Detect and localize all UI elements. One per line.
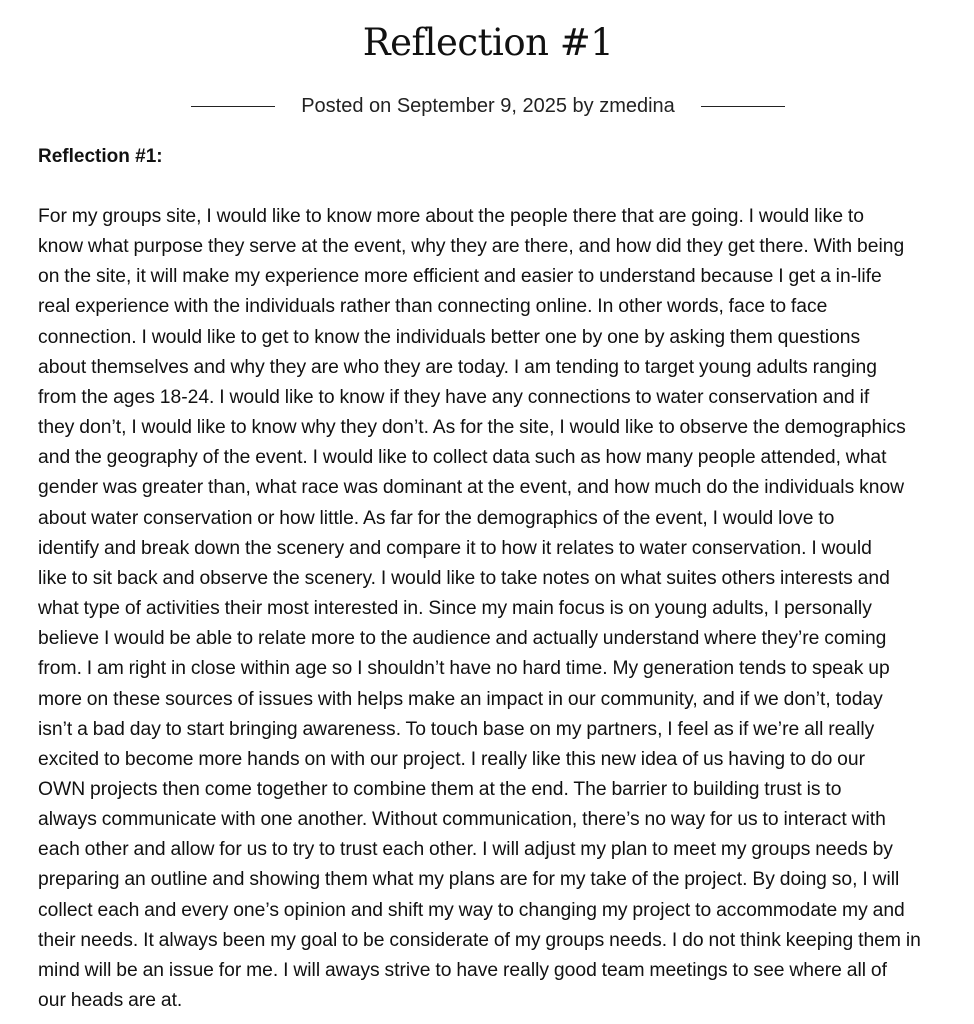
paragraph-line: real experience with the individuals rather than connecting online. In other words, face to face: [38, 296, 828, 318]
paragraph-line: from. I am right in close within age so I shouldn’t have no hard time. My generation tends to speak up: [38, 658, 890, 680]
paragraph-line: OWN projects then come together to combine them at the end. The barrier to building trust is to: [38, 778, 842, 800]
paragraph-line: about water conservation or how little. As far for the demographics of the event, I would love to: [38, 507, 835, 529]
paragraph-line: like to sit back and observe the scenery. I would like to take notes on what suites others interests and: [38, 567, 890, 589]
meta-divider-right: [701, 106, 785, 107]
paragraph-line: each other and allow for us to try to trust each other. I will adjust my plan to meet my groups needs by: [38, 839, 893, 861]
paragraph-line: gender was greater than, what race was dominant at the event, and how much do the individuals know: [38, 477, 905, 499]
paragraph-line: on the site, it will make my experience more efficient and easier to understand because I get a in-life: [38, 266, 882, 288]
paragraph-line: collect each and every one’s opinion and shift my way to changing my project to accommodate my and: [38, 899, 905, 921]
post-date-link[interactable]: September 9, 2025: [396, 94, 567, 117]
paragraph-line: their needs. It always been my goal to be considerate of my groups needs. I do not think keeping them in: [38, 929, 921, 951]
paragraph-line: preparing an outline and showing them what my plans are for my take of the project. By doing so, I will: [38, 869, 900, 891]
paragraph-line: excited to become more hands on with our project. I really like this new idea of us having to do our: [38, 748, 866, 770]
paragraph-line: isn’t a bad day to start bringing awareness. To touch base on my partners, I feel as if we’re all really: [38, 718, 875, 740]
post-meta-text: [301, 95, 675, 118]
paragraph-line: For my groups site, I would like to know more about the people there that are going. I would like to: [38, 206, 864, 227]
post-content: [38, 142, 938, 1016]
paragraph-line: more on these sources of issues with helps make an impact in our community, and if we don’t, today: [38, 688, 883, 710]
paragraph-line: know what purpose they serve at the event, why they are there, and how did they get there. With being: [38, 236, 905, 258]
paragraph-line: our heads are at.: [38, 990, 183, 1012]
content-heading: Reflection #1:: [38, 146, 163, 167]
paragraph-line: from the ages 18-24. I would like to know if they have any connections to water conservation and if: [38, 386, 870, 408]
paragraph-line: connection. I would like to get to know the individuals better one by one by asking them questions: [38, 326, 861, 348]
blog-post: [38, 0, 938, 1016]
paragraph-line: about themselves and why they are who they are today. I am tending to target young adults ranging: [38, 356, 877, 378]
paragraph-line: mind will be an issue for me. I will aways strive to have really good team meetings to see where all of: [38, 959, 887, 981]
author-link[interactable]: zmedina: [599, 94, 675, 117]
paragraph-line: believe I would be able to relate more to the audience and actually understand where they’re coming: [38, 628, 887, 650]
paragraph-line: they don’t, I would like to know why they don’t. As for the site, I would like to observe the demographics: [38, 417, 906, 439]
meta-divider-left: [191, 106, 275, 107]
paragraph-line: and the geography of the event. I would like to collect data such as how many people attended, what: [38, 447, 887, 469]
paragraph-line: what type of activities their most interested in. Since my main focus is on young adults, I personally: [38, 598, 872, 620]
by-label: by: [572, 94, 594, 117]
paragraph-line: always communicate with one another. Without communication, there’s no way for us to interact with: [38, 809, 886, 831]
post-meta: [38, 88, 938, 124]
body-paragraph: [38, 202, 938, 1016]
posted-on-label: Posted on: [301, 94, 392, 117]
post-title: Reflection #1: [362, 21, 614, 64]
paragraph-line: identify and break down the scenery and compare it to how it relates to water conservation. I would: [38, 537, 872, 559]
